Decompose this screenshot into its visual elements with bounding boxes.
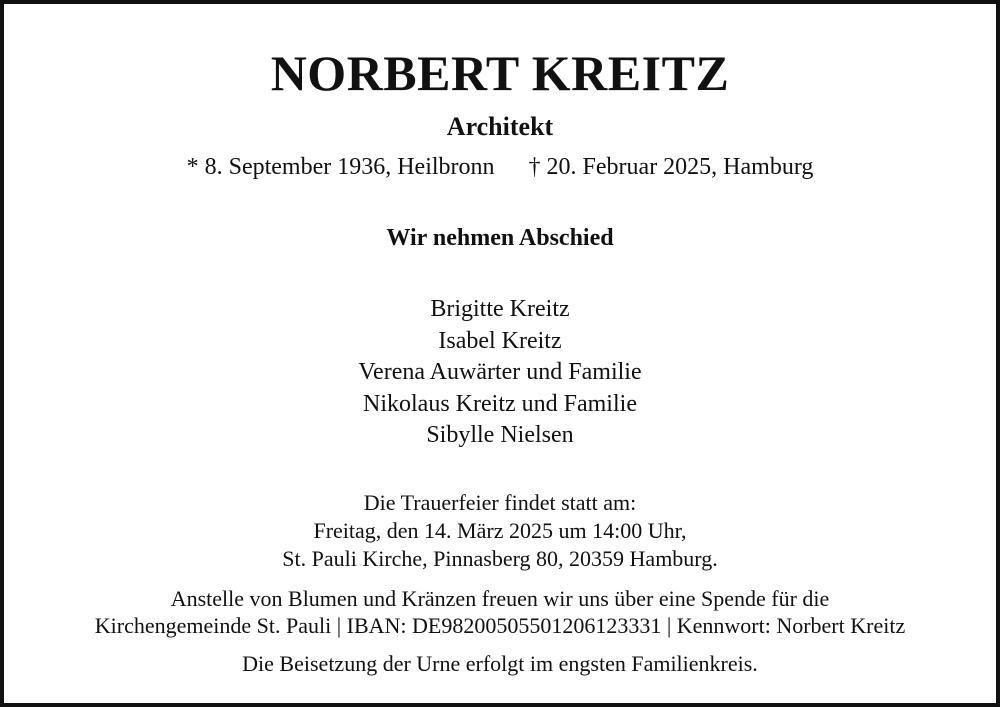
life-dates: [4, 154, 996, 181]
service-line: St. Pauli Kirche, Pinnasberg 80, 20359 Hamburg.: [282, 546, 718, 571]
farewell-heading: Wir nehmen Abschied: [386, 225, 614, 251]
donation-line: Kirchengemeinde St. Pauli | IBAN: DE98200505501206123331 | Kennwort: Norbert Kreitz: [94, 613, 906, 638]
deceased-name: NORBERT KREITZ: [270, 45, 730, 101]
service-line: Die Trauerfeier findet statt am:: [363, 490, 637, 515]
mourner: Brigitte Kreitz: [430, 296, 570, 322]
death-date: † 20. Februar 2025, Hamburg: [528, 154, 814, 180]
birth-date: * 8. September 1936, Heilbronn: [186, 154, 495, 180]
service-line: Freitag, den 14. März 2025 um 14:00 Uhr,: [313, 518, 687, 543]
mourner: Sibylle Nielsen: [426, 422, 574, 448]
profession: Architekt: [446, 112, 554, 141]
mourner: Isabel Kreitz: [438, 327, 562, 354]
burial-note: Die Beisetzung der Urne erfolgt im engsten Familienkreis.: [242, 651, 758, 676]
mourner: Nikolaus Kreitz und Familie: [363, 390, 637, 417]
mourners-list: [4, 294, 996, 452]
donation-line: Anstelle von Blumen und Kränzen freuen wir uns über eine Spende für die: [170, 586, 830, 611]
funeral-service-info: [4, 489, 996, 573]
mourner: Verena Auwärter und Familie: [358, 359, 642, 385]
donation-info: [4, 585, 996, 639]
